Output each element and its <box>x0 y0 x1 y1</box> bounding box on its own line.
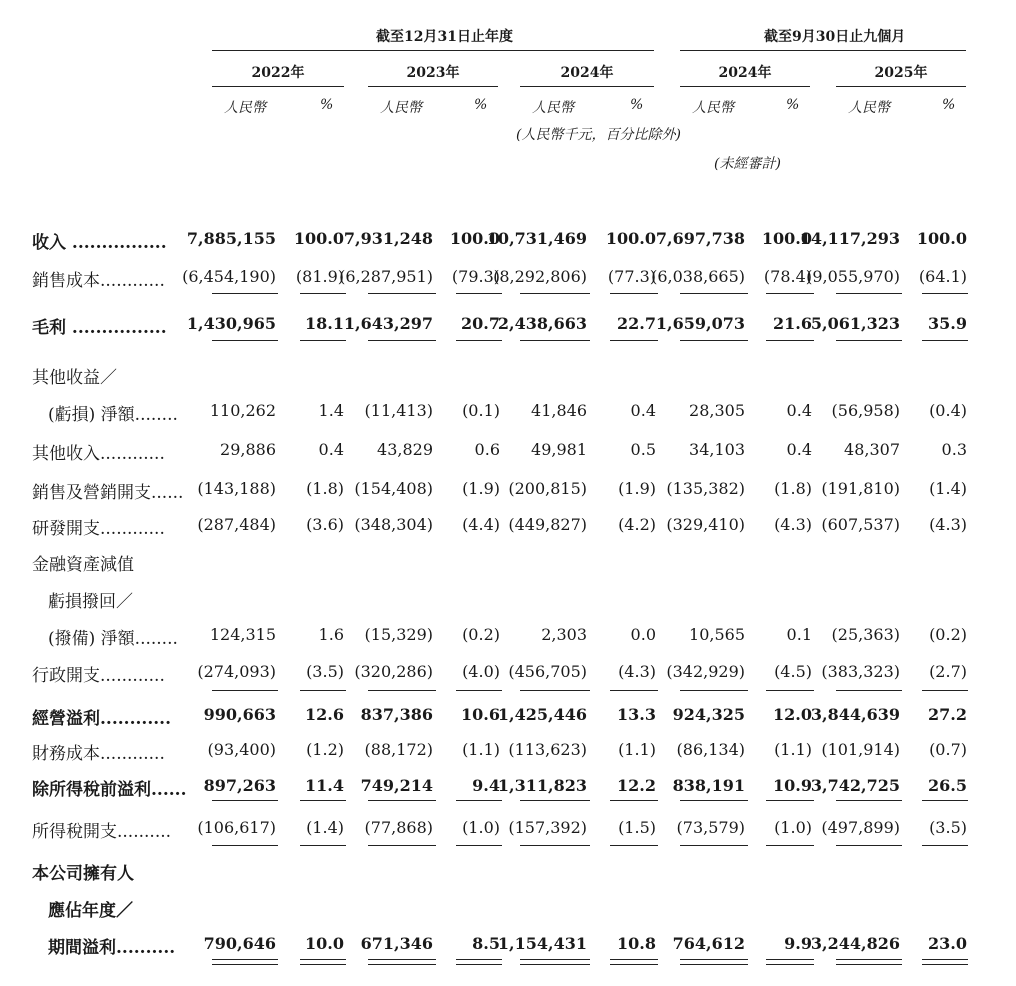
table-cell: 14,117,293 <box>799 229 900 248</box>
table-cell: 0.6 <box>474 440 500 459</box>
table-cell: (2.7) <box>929 662 967 681</box>
row-rule <box>368 845 436 846</box>
table-cell: 7,697,738 <box>655 229 745 248</box>
percent-header-2: % <box>630 97 644 113</box>
table-cell: (348,304) <box>354 515 433 534</box>
table-cell: (93,400) <box>207 740 276 759</box>
table-cell: 10,731,469 <box>486 229 587 248</box>
table-cell: 12.2 <box>617 776 656 795</box>
table-cell: (6,287,951) <box>339 267 433 286</box>
row-rule <box>456 293 502 294</box>
table-cell: (73,579) <box>676 818 745 837</box>
table-cell: (4.0) <box>462 662 500 681</box>
row-label: 所得稅開支.......... <box>32 822 172 842</box>
row-rule <box>456 690 502 691</box>
row-rule <box>680 800 748 801</box>
table-cell: 9.4 <box>472 776 500 795</box>
row-rule <box>922 293 968 294</box>
table-cell: 18.1 <box>305 314 344 333</box>
row-rule <box>766 845 814 846</box>
table-cell: (274,093) <box>197 662 276 681</box>
row-label: 毛利 ................ <box>32 318 167 338</box>
row-rule <box>520 293 590 294</box>
table-cell: 10.6 <box>461 705 500 724</box>
row-label: 應佔年度／ <box>48 901 133 921</box>
total-rule-2 <box>766 964 814 965</box>
table-cell: (11,413) <box>364 401 433 420</box>
table-cell: (1.4) <box>929 479 967 498</box>
total-rule-1 <box>836 959 902 960</box>
row-rule <box>300 340 346 341</box>
table-cell: 23.0 <box>928 934 967 953</box>
table-cell: (113,623) <box>508 740 587 759</box>
row-rule <box>212 690 278 691</box>
table-cell: 0.0 <box>630 625 656 644</box>
table-cell: (0.4) <box>929 401 967 420</box>
total-rule-2 <box>610 964 658 965</box>
table-cell: 100.0 <box>916 229 967 248</box>
table-cell: (77,868) <box>364 818 433 837</box>
table-cell: 2,438,663 <box>497 314 587 333</box>
table-cell: 749,214 <box>360 776 433 795</box>
row-label: 財務成本............ <box>32 744 165 764</box>
total-rule-2 <box>680 964 748 965</box>
table-cell: 0.3 <box>941 440 967 459</box>
table-cell: 110,262 <box>209 401 276 420</box>
row-rule <box>680 340 748 341</box>
table-cell: 897,263 <box>203 776 276 795</box>
table-cell: (1.8) <box>774 479 812 498</box>
row-rule <box>368 340 436 341</box>
total-rule-2 <box>922 964 968 965</box>
total-rule-1 <box>610 959 658 960</box>
table-cell: (6,454,190) <box>182 267 276 286</box>
row-rule <box>456 800 502 801</box>
table-cell: 1,659,073 <box>655 314 745 333</box>
currency-header-0: 人民幣 <box>224 100 266 116</box>
table-cell: (64.1) <box>918 267 967 286</box>
row-rule <box>836 690 902 691</box>
row-rule <box>610 340 658 341</box>
table-cell: (607,537) <box>821 515 900 534</box>
table-cell: (200,815) <box>508 479 587 498</box>
table-cell: 7,885,155 <box>186 229 276 248</box>
table-cell: (4.3) <box>618 662 656 681</box>
table-cell: 12.6 <box>305 705 344 724</box>
table-cell: (56,958) <box>831 401 900 420</box>
total-rule-1 <box>766 959 814 960</box>
row-rule <box>922 690 968 691</box>
annual-group-header: 截至12月31日止年度 <box>376 29 513 45</box>
currency-header-3: 人民幣 <box>692 100 734 116</box>
percent-header-3: % <box>786 97 800 113</box>
row-rule <box>766 293 814 294</box>
table-cell: 924,325 <box>672 705 745 724</box>
table-cell: 0.4 <box>786 440 812 459</box>
row-rule <box>922 800 968 801</box>
row-rule <box>520 845 590 846</box>
row-rule <box>836 340 902 341</box>
table-cell: 13.3 <box>617 705 656 724</box>
table-cell: 22.7 <box>617 314 656 333</box>
total-rule-2 <box>212 964 278 965</box>
row-label: 行政開支............ <box>32 666 165 686</box>
table-cell: 100.0 <box>293 229 344 248</box>
table-cell: 838,191 <box>672 776 745 795</box>
row-rule <box>766 340 814 341</box>
row-rule <box>766 800 814 801</box>
row-rule <box>610 800 658 801</box>
row-rule <box>520 340 590 341</box>
row-label: 銷售成本............ <box>32 271 165 291</box>
total-rule-2 <box>300 964 346 965</box>
row-label: 收入 ................ <box>32 233 167 253</box>
row-label: 經營溢利............ <box>32 709 172 729</box>
unaudited-note: (未經審計) <box>714 156 781 172</box>
table-cell: 0.4 <box>786 401 812 420</box>
table-cell: (1.2) <box>306 740 344 759</box>
row-rule <box>520 690 590 691</box>
year-header-2: 2024年 <box>560 65 614 81</box>
table-cell: 3,742,725 <box>810 776 900 795</box>
table-cell: (143,188) <box>197 479 276 498</box>
table-cell: (1.0) <box>462 818 500 837</box>
table-cell: (101,914) <box>821 740 900 759</box>
total-rule-2 <box>368 964 436 965</box>
year-header-rule-4 <box>836 86 966 87</box>
table-cell: 2,303 <box>541 625 587 644</box>
table-cell: 27.2 <box>928 705 967 724</box>
table-cell: 764,612 <box>672 934 745 953</box>
table-cell: (157,392) <box>508 818 587 837</box>
table-cell: 3,244,826 <box>810 934 900 953</box>
row-rule <box>368 293 436 294</box>
table-cell: (497,899) <box>821 818 900 837</box>
table-cell: (4.3) <box>929 515 967 534</box>
table-cell: 5,061,323 <box>810 314 900 333</box>
table-cell: 100.0 <box>449 229 500 248</box>
row-rule <box>610 845 658 846</box>
table-cell: (25,363) <box>831 625 900 644</box>
table-cell: (15,329) <box>364 625 433 644</box>
table-cell: (86,134) <box>676 740 745 759</box>
table-cell: (1.1) <box>774 740 812 759</box>
table-cell: 34,103 <box>689 440 745 459</box>
table-cell: (1.1) <box>462 740 500 759</box>
year-header-rule-2 <box>520 86 654 87</box>
table-cell: (1.8) <box>306 479 344 498</box>
table-cell: (1.0) <box>774 818 812 837</box>
unit-note: (人民幣千元，百分比除外) <box>516 127 681 143</box>
table-cell: (320,286) <box>354 662 433 681</box>
row-rule <box>368 800 436 801</box>
year-header-rule-3 <box>680 86 810 87</box>
table-cell: 1,311,823 <box>497 776 587 795</box>
table-cell: (3.5) <box>306 662 344 681</box>
total-rule-1 <box>520 959 590 960</box>
currency-header-4: 人民幣 <box>848 100 890 116</box>
row-rule <box>766 690 814 691</box>
total-rule-1 <box>456 959 502 960</box>
row-rule <box>300 800 346 801</box>
table-cell: (4.4) <box>462 515 500 534</box>
table-cell: (4.2) <box>618 515 656 534</box>
table-cell: (191,810) <box>821 479 900 498</box>
table-cell: 35.9 <box>928 314 967 333</box>
table-cell: 1,430,965 <box>186 314 276 333</box>
table-cell: 12.0 <box>773 705 812 724</box>
currency-header-2: 人民幣 <box>532 100 574 116</box>
table-cell: (78.4) <box>763 267 812 286</box>
table-cell: 48,307 <box>844 440 900 459</box>
total-rule-1 <box>368 959 436 960</box>
table-cell: 11.4 <box>305 776 344 795</box>
year-header-rule-1 <box>368 86 498 87</box>
table-cell: 1,154,431 <box>497 934 587 953</box>
table-cell: (329,410) <box>666 515 745 534</box>
table-cell: (88,172) <box>364 740 433 759</box>
total-rule-1 <box>212 959 278 960</box>
total-rule-2 <box>836 964 902 965</box>
table-cell: 990,663 <box>203 705 276 724</box>
year-header-4: 2025年 <box>874 65 928 81</box>
table-cell: (154,408) <box>354 479 433 498</box>
row-rule <box>212 845 278 846</box>
nine-month-group-header: 截至9月30日止九個月 <box>764 29 906 45</box>
year-header-3: 2024年 <box>718 65 772 81</box>
table-cell: 20.7 <box>461 314 500 333</box>
table-cell: 21.6 <box>773 314 812 333</box>
table-cell: (81.9) <box>295 267 344 286</box>
row-rule <box>680 293 748 294</box>
row-rule <box>212 800 278 801</box>
row-rule <box>922 845 968 846</box>
percent-header-0: % <box>320 97 334 113</box>
row-rule <box>300 690 346 691</box>
table-cell: (77.3) <box>607 267 656 286</box>
table-cell: 837,386 <box>360 705 433 724</box>
table-cell: 9.9 <box>784 934 812 953</box>
table-cell: (135,382) <box>666 479 745 498</box>
table-cell: 1,425,446 <box>497 705 587 724</box>
row-label: 本公司擁有人 <box>32 864 134 884</box>
table-cell: (1.1) <box>618 740 656 759</box>
year-header-0: 2022年 <box>251 65 305 81</box>
row-rule <box>836 845 902 846</box>
table-cell: 671,346 <box>360 934 433 953</box>
row-rule <box>300 845 346 846</box>
table-cell: (1.5) <box>618 818 656 837</box>
total-rule-2 <box>456 964 502 965</box>
table-cell: (0.7) <box>929 740 967 759</box>
table-cell: 790,646 <box>203 934 276 953</box>
table-cell: (456,705) <box>508 662 587 681</box>
table-cell: 0.4 <box>630 401 656 420</box>
table-cell: 28,305 <box>689 401 745 420</box>
row-rule <box>610 293 658 294</box>
table-cell: 0.5 <box>630 440 656 459</box>
table-cell: 0.1 <box>786 625 812 644</box>
table-cell: (449,827) <box>508 515 587 534</box>
row-label: 除所得稅前溢利...... <box>32 780 187 800</box>
table-cell: 7,931,248 <box>343 229 433 248</box>
table-cell: (106,617) <box>197 818 276 837</box>
currency-header-1: 人民幣 <box>380 100 422 116</box>
table-cell: (1.4) <box>306 818 344 837</box>
table-cell: (0.2) <box>929 625 967 644</box>
table-cell: (1.9) <box>462 479 500 498</box>
table-cell: 43,829 <box>377 440 433 459</box>
table-cell: 10,565 <box>689 625 745 644</box>
table-cell: 41,846 <box>531 401 587 420</box>
table-cell: (0.1) <box>462 401 500 420</box>
table-cell: 0.4 <box>318 440 344 459</box>
row-rule <box>520 800 590 801</box>
row-rule <box>212 340 278 341</box>
row-rule <box>680 690 748 691</box>
row-label: 期間溢利.......... <box>48 938 176 958</box>
table-cell: 10.8 <box>617 934 656 953</box>
total-rule-2 <box>520 964 590 965</box>
table-cell: (4.5) <box>774 662 812 681</box>
table-cell: 10.9 <box>773 776 812 795</box>
table-cell: (3.5) <box>929 818 967 837</box>
row-rule <box>212 293 278 294</box>
table-cell: (6,038,665) <box>651 267 745 286</box>
percent-header-1: % <box>474 97 488 113</box>
total-rule-1 <box>300 959 346 960</box>
table-cell: 8.5 <box>472 934 500 953</box>
row-label: (虧損) 淨額........ <box>48 405 178 425</box>
row-rule <box>456 845 502 846</box>
table-cell: 26.5 <box>928 776 967 795</box>
table-cell: 1,643,297 <box>343 314 433 333</box>
row-label: (撥備) 淨額........ <box>48 629 178 649</box>
table-cell: (383,323) <box>821 662 900 681</box>
table-cell: 10.0 <box>305 934 344 953</box>
year-header-rule-0 <box>212 86 344 87</box>
row-rule <box>300 293 346 294</box>
annual-group-rule <box>212 50 654 51</box>
table-cell: 29,886 <box>220 440 276 459</box>
table-cell: (9,055,970) <box>806 267 900 286</box>
row-label: 銷售及營銷開支...... <box>32 483 184 503</box>
row-label: 金融資產減值 <box>32 555 134 575</box>
table-cell: (79.3) <box>451 267 500 286</box>
table-cell: 1.4 <box>318 401 344 420</box>
nine-month-group-rule <box>680 50 966 51</box>
row-rule <box>836 800 902 801</box>
total-rule-1 <box>922 959 968 960</box>
row-rule <box>836 293 902 294</box>
table-cell: (8,292,806) <box>493 267 587 286</box>
year-header-1: 2023年 <box>406 65 460 81</box>
row-rule <box>368 690 436 691</box>
table-cell: (0.2) <box>462 625 500 644</box>
row-label: 其他收入............ <box>32 444 165 464</box>
table-cell: (3.6) <box>306 515 344 534</box>
row-label: 研發開支............ <box>32 519 165 539</box>
row-rule <box>456 340 502 341</box>
table-cell: (4.3) <box>774 515 812 534</box>
table-cell: 100.0 <box>761 229 812 248</box>
row-rule <box>610 690 658 691</box>
table-cell: 49,981 <box>531 440 587 459</box>
table-cell: (1.9) <box>618 479 656 498</box>
row-label: 虧損撥回／ <box>48 592 133 612</box>
table-cell: 100.0 <box>605 229 656 248</box>
table-cell: (287,484) <box>197 515 276 534</box>
table-cell: 124,315 <box>209 625 276 644</box>
row-rule <box>680 845 748 846</box>
row-rule <box>922 340 968 341</box>
table-cell: 1.6 <box>318 625 344 644</box>
table-cell: (342,929) <box>666 662 745 681</box>
table-cell: 3,844,639 <box>810 705 900 724</box>
total-rule-1 <box>680 959 748 960</box>
row-label: 其他收益／ <box>32 368 117 388</box>
percent-header-4: % <box>942 97 956 113</box>
